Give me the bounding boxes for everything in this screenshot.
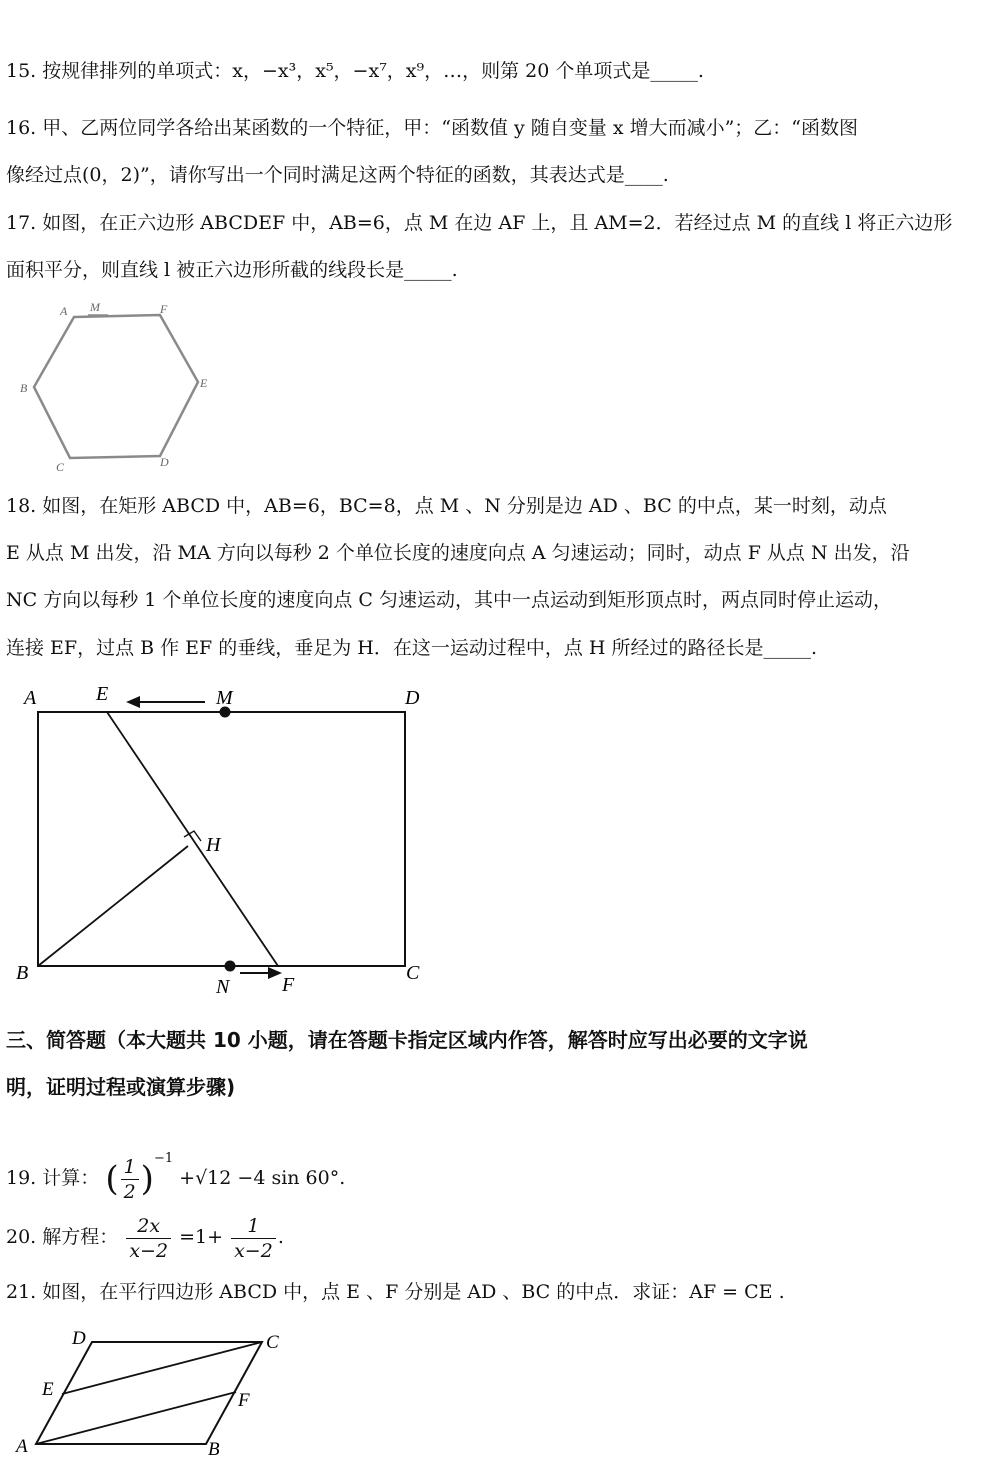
q19-rest: +√12 −4 sin 60°.	[179, 1167, 346, 1189]
label-C: C	[406, 962, 420, 984]
rectangle-abcd	[38, 712, 405, 966]
q19-numerator: 1	[121, 1155, 139, 1180]
question-21: 21. 如图，在平行四边形 ABCD 中，点 E 、F 分别是 AD 、BC 的中点．求证：AF = CE .	[6, 1281, 785, 1303]
label-B: B	[208, 1439, 220, 1459]
label-H: H	[206, 834, 221, 856]
label-E: E	[42, 1379, 54, 1400]
arrow-head-left	[126, 696, 140, 708]
hexagon-shape	[34, 315, 198, 458]
question-15: 15. 按规律排列的单项式：x，−x³，x⁵，−x⁷，x⁹，…，则第 20 个单项式是_____.	[6, 60, 704, 82]
label-A: A	[24, 687, 37, 709]
parallelogram-figure	[0, 1322, 300, 1459]
q20-denominator-1: x−2	[129, 1239, 169, 1262]
label-D: D	[160, 455, 169, 469]
label-D: D	[405, 687, 420, 709]
label-C: C	[56, 460, 65, 474]
segment-af	[36, 1392, 236, 1444]
q19-fraction	[121, 1155, 139, 1204]
label-E: E	[96, 683, 109, 705]
label-N: N	[216, 976, 230, 998]
question-16-line-2: 像经过点(0，2)”，请你写出一个同时满足这两个特征的函数，其表达式是____.	[6, 164, 669, 186]
hexagon-figure	[0, 295, 230, 475]
arrow-head-right	[268, 967, 282, 979]
question-18-line-4: 连接 EF，过点 B 作 EF 的垂线，垂足为 H．在这一运动过程中，点 H 所经过的路径长是_____.	[6, 637, 818, 659]
question-20	[6, 1206, 284, 1268]
label-M: M	[216, 687, 233, 709]
segment-bh	[38, 846, 188, 966]
question-18-line-2: E 从点 M 出发，沿 MA 方向以每秒 2 个单位长度的速度向点 A 匀速运动；同时，动点 F 从点 N 出发，沿	[6, 542, 910, 564]
question-19: 19. 计算： ( $\frac{1}{2}$ )$^{-1}$ +√12 −4 sin 60°.	[6, 1151, 346, 1203]
question-17-line-1: 17. 如图，在正六边形 ABCDEF 中，AB=6，点 M 在边 AF 上，且 AM=2．若经过点 M 的直线 l 将正六边形	[6, 212, 953, 234]
q20-prefix: 20. 解方程：	[6, 1226, 119, 1248]
parallelogram-abcd	[36, 1342, 262, 1444]
segment-ec	[62, 1342, 262, 1394]
q19-exponent: −1	[153, 1151, 174, 1166]
label-D: D	[72, 1328, 86, 1349]
q20-end: .	[277, 1226, 284, 1248]
label-B: B	[20, 381, 28, 395]
label-F: F	[282, 974, 295, 996]
label-E: E	[200, 376, 208, 390]
q20-numerator-2: 1	[231, 1214, 276, 1239]
label-A: A	[16, 1436, 28, 1457]
label-M: M	[90, 300, 100, 314]
question-18-line-1: 18. 如图，在矩形 ABCD 中，AB=6，BC=8，点 M 、N 分别是边 AD 、BC 的中点，某一时刻，动点	[6, 495, 887, 517]
label-B: B	[16, 962, 29, 984]
rectangle-figure	[0, 675, 450, 1000]
q19-denominator: 2	[123, 1180, 136, 1203]
segment-ef	[107, 712, 278, 966]
q20-fraction-2	[231, 1214, 276, 1263]
label-F: F	[160, 302, 168, 316]
question-16-line-1: 16. 甲、乙两位同学各给出某函数的一个特征，甲：“函数值 y 随自变量 x 增大而减小”；乙：“函数图	[6, 117, 859, 139]
q19-prefix: 19. 计算：	[6, 1167, 100, 1189]
section-3-heading-line-1: 三、简答题（本大题共 10 小题，请在答题卡指定区域内作答，解答时应写出必要的文字说	[6, 1028, 808, 1052]
q20-numerator-1: 2x	[126, 1214, 171, 1239]
question-17-line-2: 面积平分，则直线 l 被正六边形所截的线段长是_____.	[6, 259, 458, 281]
q20-middle: =1+	[179, 1226, 224, 1248]
label-C: C	[266, 1332, 279, 1353]
q20-fraction-1	[126, 1214, 171, 1263]
point-n	[225, 961, 236, 972]
question-18-line-3: NC 方向以每秒 1 个单位长度的速度向点 C 匀速运动，其中一点运动到矩形顶点时，两点同时停止运动，	[6, 589, 892, 611]
q20-denominator-2: x−2	[234, 1239, 273, 1262]
section-3-heading-line-2: 明，证明过程或演算步骤)	[6, 1075, 236, 1099]
label-F: F	[238, 1390, 250, 1411]
label-A: A	[60, 304, 68, 318]
